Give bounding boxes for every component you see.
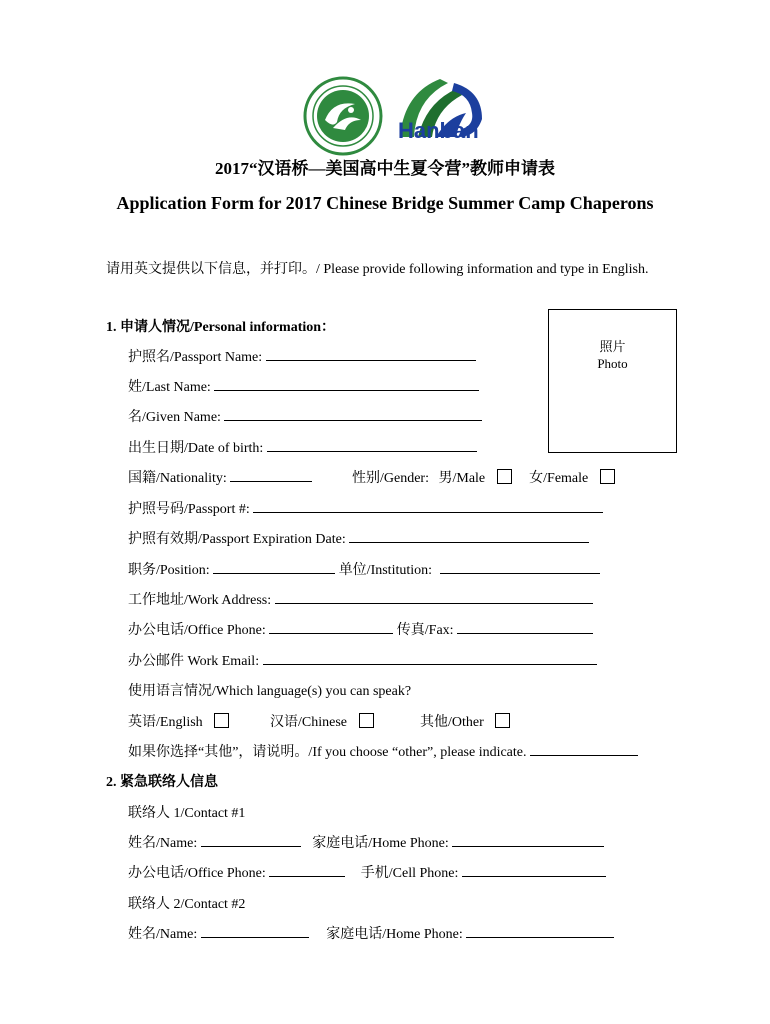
male-checkbox[interactable] xyxy=(497,469,512,484)
chinese-option xyxy=(270,711,374,731)
female-label: 女/Female xyxy=(529,471,589,486)
contact-2-name-label: 姓名/Name: xyxy=(128,927,198,942)
languages-question: 使用语言情况/Which language(s) you can speak? xyxy=(128,684,412,699)
contact-1-cell-phone-field[interactable] xyxy=(462,864,606,877)
other-option xyxy=(420,711,510,731)
dob-row xyxy=(128,437,477,457)
passport-expiration-label: 护照有效期/Passport Expiration Date: xyxy=(128,532,346,547)
position-label: 职务/Position: xyxy=(128,563,210,578)
office-phone-field[interactable] xyxy=(269,621,393,634)
passport-name-row xyxy=(128,346,476,366)
contact-2-home-phone-label: 家庭电话/Home Phone: xyxy=(326,927,463,942)
given-name-row xyxy=(128,406,482,426)
fax-field[interactable] xyxy=(457,621,593,634)
hanban-logo-text: Hanban xyxy=(398,118,479,143)
contact-1-office-phone-row xyxy=(128,862,606,882)
passport-expiration-row xyxy=(128,528,589,548)
contact-1-home-phone-field[interactable] xyxy=(452,834,604,847)
photo-label-zh: 照片 xyxy=(599,339,626,354)
chinese-label: 汉语/Chinese xyxy=(270,715,347,730)
work-email-label: 办公邮件 Work Email: xyxy=(128,654,260,669)
photo-label-en: Photo xyxy=(597,356,628,371)
office-phone-label: 办公电话/Office Phone: xyxy=(128,623,266,638)
nationality-field[interactable] xyxy=(230,469,312,482)
given-name-label: 名/Given Name: xyxy=(128,410,221,425)
other-checkbox[interactable] xyxy=(495,713,510,728)
passport-number-field[interactable] xyxy=(253,500,603,513)
other-note-label: 如果你选择“其他”，请说明。/If you choose “other”, please indicate. xyxy=(128,745,527,760)
other-note-row xyxy=(128,741,638,761)
section-2-heading: 2. 紧急联络人信息 xyxy=(106,775,218,790)
nationality-row xyxy=(128,467,312,487)
given-name-field[interactable] xyxy=(224,408,482,421)
contact-1-office-phone-label: 办公电话/Office Phone: xyxy=(128,866,266,881)
gender-label: 性别/Gender: xyxy=(352,471,429,486)
dob-label: 出生日期/Date of birth: xyxy=(128,441,264,456)
male-label: 男/Male xyxy=(438,471,486,486)
contact-1-office-phone-field[interactable] xyxy=(269,864,345,877)
passport-name-label: 护照名/Passport Name: xyxy=(128,350,263,365)
work-email-row xyxy=(128,650,597,670)
english-label: 英语/English xyxy=(128,715,203,730)
position-row xyxy=(128,559,600,579)
other-note-field[interactable] xyxy=(530,743,638,756)
fax-label: 传真/Fax: xyxy=(396,623,454,638)
last-name-label: 姓/Last Name: xyxy=(128,380,211,395)
english-option xyxy=(128,711,229,731)
contact-2-home-phone-field[interactable] xyxy=(466,925,614,938)
contact-1-name-row xyxy=(128,832,604,852)
office-phone-row xyxy=(128,619,593,639)
institution-field[interactable] xyxy=(440,561,600,574)
passport-expiration-field[interactable] xyxy=(349,530,589,543)
institution-label: 单位/Institution: xyxy=(338,563,433,578)
passport-name-field[interactable] xyxy=(266,348,476,361)
last-name-field[interactable] xyxy=(214,378,479,391)
work-email-field[interactable] xyxy=(263,652,597,665)
position-field[interactable] xyxy=(213,561,335,574)
instruction-text: 请用英文提供以下信息，并打印。/ Please provide following information and type in English. xyxy=(106,262,649,277)
dob-field[interactable] xyxy=(267,439,477,452)
contact-1-name-label: 姓名/Name: xyxy=(128,836,198,851)
last-name-row xyxy=(128,376,479,396)
photo-box[interactable] xyxy=(548,309,677,453)
passport-number-row xyxy=(128,498,603,518)
gender-row xyxy=(352,467,615,487)
female-checkbox[interactable] xyxy=(600,469,615,484)
contact-2-name-row xyxy=(128,923,614,943)
work-address-field[interactable] xyxy=(275,591,593,604)
chinese-checkbox[interactable] xyxy=(359,713,374,728)
nationality-label: 国籍/Nationality: xyxy=(128,471,227,486)
contact-1-name-field[interactable] xyxy=(201,834,301,847)
contact-1-cell-phone-label: 手机/Cell Phone: xyxy=(360,866,459,881)
work-address-label: 工作地址/Work Address: xyxy=(128,593,272,608)
english-checkbox[interactable] xyxy=(214,713,229,728)
title-english: Application Form for 2017 Chinese Bridge Summer Camp Chaperons xyxy=(116,193,654,213)
contact-1-home-phone-label: 家庭电话/Home Phone: xyxy=(312,836,449,851)
work-address-row xyxy=(128,589,593,609)
passport-number-label: 护照号码/Passport #: xyxy=(128,502,250,517)
title-chinese: 2017“汉语桥—美国高中生夏令营”教师申请表 xyxy=(215,159,555,178)
section-1-heading: 1. 申请人情况/Personal information： xyxy=(106,320,336,335)
other-label: 其他/Other xyxy=(420,715,484,730)
contact-2-name-field[interactable] xyxy=(201,925,309,938)
contact-1-heading: 联络人 1/Contact #1 xyxy=(128,806,246,821)
confucius-institute-logo xyxy=(303,76,383,156)
contact-2-heading: 联络人 2/Contact #2 xyxy=(128,897,246,912)
